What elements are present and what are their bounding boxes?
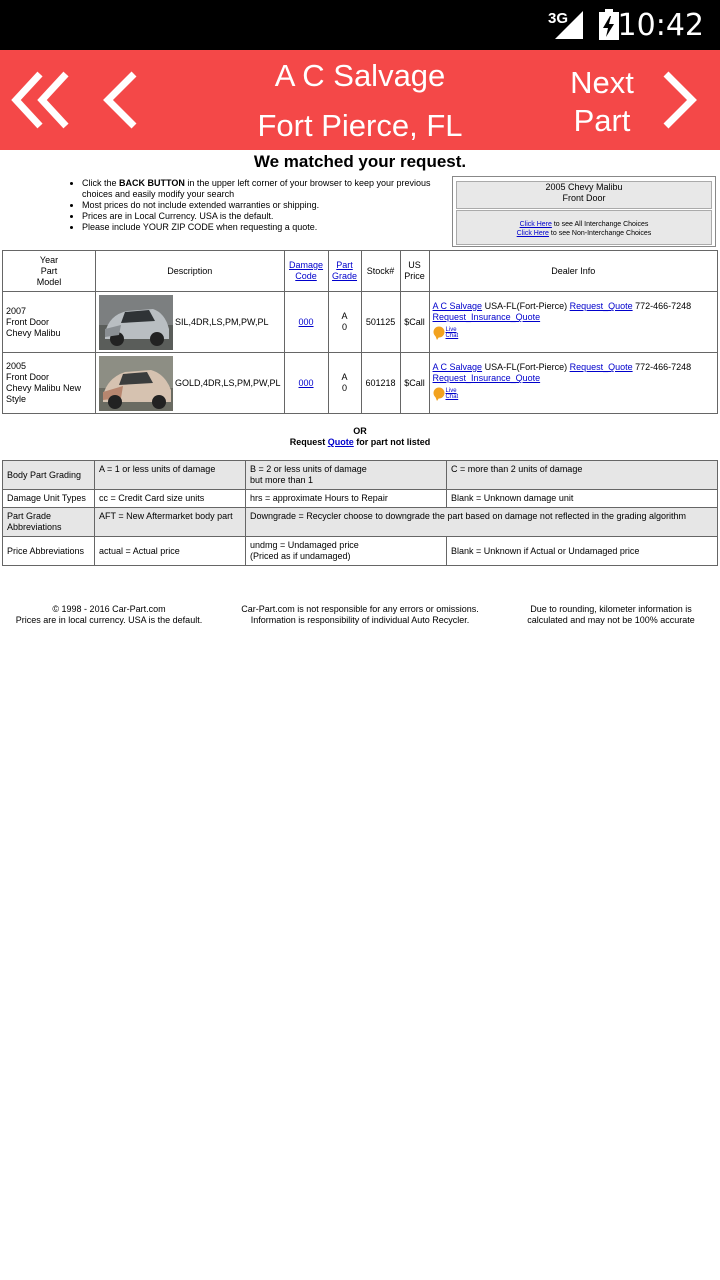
insurance-quote-link[interactable]: Request_Insurance_Quote	[432, 312, 541, 322]
signal-icon	[550, 10, 584, 40]
legend-label: Price Abbreviations	[3, 537, 95, 566]
next-label: Next	[570, 65, 634, 100]
legend-line: B = 2 or less units of damage	[250, 464, 367, 474]
car-photo-thumbnail[interactable]	[99, 356, 173, 411]
dealer-phone: 772-466-7248	[632, 301, 692, 311]
legend-value: AFT = New Aftermarket body part	[95, 508, 246, 537]
row-year: 2007	[6, 305, 27, 316]
legend-row-abbreviations	[3, 508, 718, 537]
cell-grade	[328, 353, 361, 414]
legend-line: (Priced as if undamaged)	[250, 551, 351, 561]
insurance-quote-link[interactable]: Request_Insurance_Quote	[432, 373, 541, 383]
row-grade: A	[341, 311, 348, 321]
tip-back-button	[82, 178, 442, 200]
live-label: Live	[445, 388, 457, 394]
legend-value: hrs = approximate Hours to Repair	[246, 490, 447, 508]
dealer-link[interactable]: A C Salvage	[432, 362, 483, 372]
legend-line: but more than 1	[250, 475, 314, 485]
dealer-name-title: A C Salvage	[274, 58, 446, 93]
row-description: SIL,4DR,LS,PM,PW,PL	[175, 316, 269, 327]
row-part: Front Door	[6, 316, 50, 327]
cell-damage-code[interactable]	[284, 353, 328, 414]
row-grade-units: 0	[342, 383, 348, 393]
cell-stock: 601218	[361, 353, 400, 414]
link-desc: to see Non-Interchange Choices	[548, 230, 652, 237]
or-label: OR	[353, 426, 367, 436]
results-table	[2, 250, 718, 414]
footer-line: Car-Part.com is not responsible for any errors or omissions.	[241, 604, 479, 614]
header-part[interactable]: Part	[336, 260, 353, 270]
cell-description	[96, 353, 285, 414]
tip-currency: • Prices are in Local Currency. USA is the default.	[82, 211, 442, 222]
cell-year-part-model	[3, 353, 96, 414]
col-stock: Stock#	[361, 251, 400, 292]
cell-damage-code[interactable]	[284, 292, 328, 353]
row-model: Chevy Malibu New Style	[6, 383, 82, 404]
header-us: US	[408, 260, 421, 270]
chat-bubble-icon	[433, 387, 445, 401]
legend-value: Downgrade = Recycler choose to downgrade the part based on damage not reflected in the grading algorithm	[246, 508, 718, 537]
col-year-part-model	[3, 251, 96, 292]
dealer-link[interactable]: A C Salvage	[432, 301, 483, 311]
next-part-button[interactable]	[560, 64, 644, 140]
quote-link[interactable]: Quote	[327, 437, 354, 447]
legend-line: Abbreviations	[7, 522, 62, 532]
footer-disclaimer	[222, 604, 498, 626]
legend-value: A = 1 or less units of damage	[95, 461, 246, 490]
dealer-phone: 772-466-7248	[632, 362, 692, 372]
link-desc: to see All Interchange Choices	[551, 221, 649, 228]
tip-text: in the upper left corner of your browser to keep your previous choices and easily modify your search	[82, 178, 431, 199]
chevron-right-icon[interactable]	[660, 70, 700, 130]
footer-rounding	[506, 604, 716, 626]
status-bar	[0, 0, 720, 50]
all-interchange-link[interactable]: Click Here	[519, 221, 552, 228]
row-part: Front Door	[6, 372, 50, 382]
table-header-row	[3, 251, 718, 292]
header-code[interactable]: Code	[295, 271, 317, 281]
legend-line: undmg = Undamaged price	[250, 540, 359, 550]
request-text: Request	[289, 437, 328, 447]
chat-label: Chat	[445, 394, 459, 400]
clock: 10:42	[617, 8, 704, 43]
footer-copyright	[0, 604, 218, 626]
chat-label: Chat	[445, 333, 459, 339]
legend-row-units	[3, 490, 718, 508]
legend-value: C = more than 2 units of damage	[447, 461, 718, 490]
cell-price: $Call	[400, 292, 429, 353]
header-price: Price	[404, 271, 425, 281]
dealer-location: USA-FL(Fort-Pierce)	[482, 362, 570, 372]
legend-label: Damage Unit Types	[3, 490, 95, 508]
page-headline: We matched your request.	[253, 152, 467, 171]
tip-prices: • Most prices do not include extended warranties or shipping.	[82, 200, 442, 211]
col-price	[400, 251, 429, 292]
live-chat-button[interactable]	[433, 326, 459, 340]
legend-value: Blank = Unknown if Actual or Undamaged price	[447, 537, 718, 566]
legend-table	[2, 460, 718, 566]
selected-part: Front Door	[562, 193, 606, 203]
col-damage-code[interactable]	[284, 251, 328, 292]
legend-row-price	[3, 537, 718, 566]
legend-row-grading	[3, 461, 718, 490]
legend-label	[3, 508, 95, 537]
tips-list	[66, 178, 442, 233]
row-description: GOLD,4DR,LS,PM,PW,PL	[175, 377, 281, 388]
request-quote-link[interactable]: Request_Quote	[569, 362, 633, 372]
damage-code-link[interactable]: 000	[298, 316, 314, 327]
selected-vehicle: 2005 Chevy Malibu	[545, 182, 623, 192]
header-part: Part	[40, 265, 58, 276]
col-part-grade[interactable]	[328, 251, 361, 292]
car-photo-thumbnail[interactable]	[99, 295, 173, 350]
legend-value	[246, 461, 447, 490]
header-model: Model	[36, 276, 62, 287]
chat-bubble-icon	[433, 326, 445, 340]
legend-line: Part Grade	[7, 511, 52, 521]
row-model: Chevy Malibu	[6, 327, 61, 338]
row-year: 2005	[6, 361, 27, 371]
live-chat-button[interactable]	[433, 387, 459, 401]
cell-price: $Call	[400, 353, 429, 414]
selection-summary	[456, 181, 712, 209]
legend-value: actual = Actual price	[95, 537, 246, 566]
footer-line: Information is responsibility of individual Auto Recycler.	[250, 615, 470, 625]
tip-text: Click the	[82, 178, 120, 188]
request-text: for part not listed	[353, 437, 431, 447]
interchange-links	[456, 210, 712, 245]
footer-line: Prices are in local currency. USA is the default.	[15, 615, 203, 625]
tip-bold: BACK BUTTON	[119, 178, 185, 188]
col-dealer-info: Dealer Info	[429, 251, 717, 292]
selection-box	[452, 176, 716, 247]
cell-description	[96, 292, 285, 353]
header-year: Year	[39, 254, 59, 265]
table-row	[3, 353, 718, 414]
cell-year-part-model	[3, 292, 96, 353]
dealer-location: USA-FL(Fort-Pierce)	[482, 301, 570, 311]
row-grade-units: 0	[342, 322, 348, 332]
damage-code-link[interactable]: 000	[298, 377, 314, 388]
request-quote-link[interactable]: Request_Quote	[569, 301, 633, 311]
or-request-block	[0, 426, 720, 448]
row-grade: A	[341, 372, 348, 382]
legend-label: Body Part Grading	[3, 461, 95, 490]
legend-value	[246, 537, 447, 566]
nav-header	[0, 50, 720, 150]
legend-value: cc = Credit Card size units	[95, 490, 246, 508]
footer-line: calculated and may not be 100% accurate	[527, 615, 695, 625]
cell-stock: 501125	[361, 292, 400, 353]
legend-value: Blank = Unknown damage unit	[447, 490, 718, 508]
tip-zip: • Please include YOUR ZIP CODE when requesting a quote.	[82, 222, 442, 233]
cell-grade	[328, 292, 361, 353]
part-label: Part	[573, 103, 631, 138]
table-row	[3, 292, 718, 353]
cell-dealer-info	[429, 353, 717, 414]
footer-line: Due to rounding, kilometer information is	[530, 604, 692, 614]
live-label: Live	[445, 327, 457, 333]
header-grade[interactable]: Grade	[332, 271, 358, 281]
cell-dealer-info	[429, 292, 717, 353]
col-description: Description	[96, 251, 285, 292]
network-type: 3G	[548, 10, 569, 27]
non-interchange-link[interactable]: Click Here	[516, 230, 549, 237]
dealer-location-title: Fort Pierce, FL	[257, 108, 463, 143]
header-damage[interactable]: Damage	[289, 260, 324, 270]
footer-line: © 1998 - 2016 Car-Part.com	[52, 604, 166, 614]
